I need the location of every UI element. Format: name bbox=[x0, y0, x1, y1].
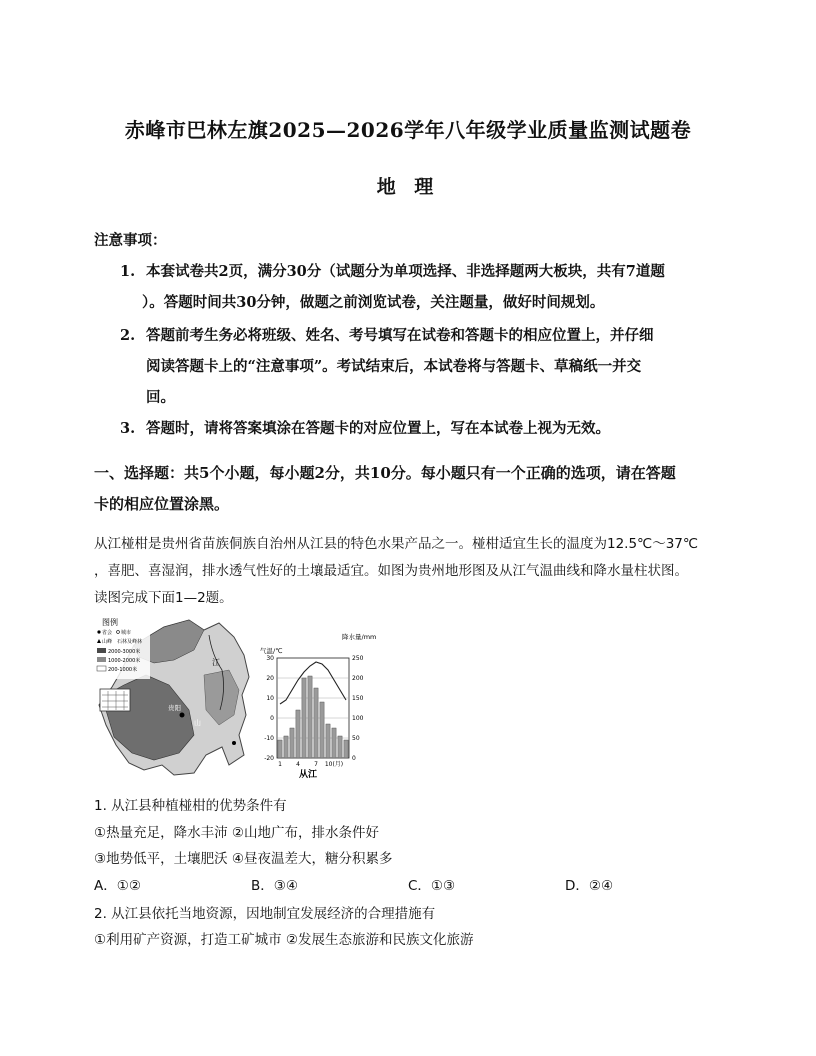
precipitation-bars bbox=[278, 676, 348, 758]
precipitation-bar bbox=[296, 710, 300, 758]
legend-swatch bbox=[97, 666, 106, 671]
precipitation-bar bbox=[278, 740, 282, 758]
map-label-guiyang: 贵阳 bbox=[168, 704, 181, 712]
notes-heading: 注意事项： bbox=[94, 232, 167, 249]
tick-label: -10 bbox=[264, 735, 274, 742]
section-heading-cont: 卡的相应位置涂黑。 bbox=[94, 495, 230, 513]
legend-swatch bbox=[97, 648, 106, 653]
tick-label: 7 bbox=[314, 761, 318, 768]
tick-label: 10(月) bbox=[324, 761, 344, 768]
subject-title: 地 理 bbox=[376, 176, 440, 198]
tick-label: 150 bbox=[352, 695, 364, 702]
tick-label: 30 bbox=[266, 655, 274, 662]
precipitation-bar bbox=[284, 736, 288, 758]
legend-item: 石林及峰林 bbox=[117, 639, 143, 645]
legend-title: 图例 bbox=[102, 618, 118, 627]
exam-title: 赤峰市巴林左旗2025—2026学年八年级学业质量监测试题卷 bbox=[124, 118, 692, 142]
note-line: 答题时，请将答案填涂在答题卡的对应位置上，写在本试卷上视为无效。 bbox=[146, 420, 610, 437]
map-grid-inset bbox=[100, 689, 130, 711]
note-number: 2. bbox=[120, 327, 136, 344]
note-number: 1. bbox=[120, 263, 136, 280]
precipitation-bar bbox=[332, 728, 336, 758]
question-1-stem: 1. 从江县种植椪柑的优势条件有 bbox=[94, 798, 287, 814]
tick-label: 50 bbox=[352, 735, 360, 742]
guizhou-map bbox=[96, 617, 249, 775]
question-1-statement: ③地势低平，土壤肥沃 ④昼夜温差大，糖分积累多 bbox=[94, 851, 393, 867]
option-a[interactable]: A．①② bbox=[94, 878, 141, 894]
question-2-statement: ①利用矿产资源，打造工矿城市 ②发展生态旅游和民族文化旅游 bbox=[94, 932, 474, 948]
precipitation-bar bbox=[290, 728, 294, 758]
tick-label: 4 bbox=[296, 761, 300, 768]
tick-label: 200 bbox=[352, 675, 364, 682]
passage-line: 从江椪柑是贵州省苗族侗族自治州从江县的特色水果产品之一。椪柑适宜生长的温度为12.5℃～37℃ bbox=[94, 536, 699, 552]
passage-line: ，喜肥、喜湿润，排水透气性好的土壤最适宜。如图为贵州地形图及从江气温曲线和降水量柱状图。 bbox=[94, 563, 688, 579]
option-d[interactable]: D．②④ bbox=[565, 878, 614, 894]
legend-item: 省会 bbox=[102, 630, 113, 636]
tick-label: 10 bbox=[266, 695, 274, 702]
legend-swatch bbox=[97, 657, 106, 662]
tick-label: 0 bbox=[352, 755, 356, 762]
map-label-river: 江 bbox=[212, 658, 220, 667]
precipitation-bar bbox=[344, 740, 348, 758]
figure-svg bbox=[94, 615, 389, 790]
left-axis-label: 气温/℃ bbox=[260, 647, 283, 655]
figure-map-and-climate-chart bbox=[94, 615, 389, 790]
precipitation-bar bbox=[308, 676, 312, 758]
tick-label: 250 bbox=[352, 655, 364, 662]
note-line: 本套试卷共2页，满分30分（试题分为单项选择、非选择题两大板块，共有7道题 bbox=[146, 263, 665, 280]
station-label: 从江 bbox=[299, 770, 318, 780]
legend-item: 2000-3000米 bbox=[108, 649, 141, 655]
option-c[interactable]: C．①③ bbox=[408, 878, 456, 894]
note-line: ）。答题时间共30分钟，做题之前浏览试卷，关注题量，做好时间规划。 bbox=[142, 294, 605, 311]
legend-item: 200-1000米 bbox=[108, 667, 138, 673]
climate-chart bbox=[260, 632, 376, 780]
note-line: 答题前考生务必将班级、姓名、考号填写在试卷和答题卡的相应位置上，并仔细 bbox=[146, 327, 654, 344]
capital-marker-icon bbox=[180, 713, 185, 718]
capital-legend-icon bbox=[97, 630, 100, 633]
map-label-mountain: 山 bbox=[194, 719, 201, 727]
precipitation-bar bbox=[338, 736, 342, 758]
note-line: 回。 bbox=[146, 389, 175, 406]
question-1-statement: ①热量充足，降水丰沛 ②山地广布，排水条件好 bbox=[94, 825, 379, 841]
city-marker-icon bbox=[232, 741, 236, 745]
precipitation-bar bbox=[326, 724, 330, 758]
tick-label: 100 bbox=[352, 715, 364, 722]
legend-item: 城市 bbox=[121, 630, 132, 636]
tick-label: 0 bbox=[270, 715, 274, 722]
option-b[interactable]: B．③④ bbox=[251, 878, 298, 894]
question-2-stem: 2. 从江县依托当地资源，因地制宜发展经济的合理措施有 bbox=[94, 906, 436, 922]
section-heading: 一、选择题：共5个小题，每小题2分，共10分。每小题只有一个正确的选项，请在答题 bbox=[94, 464, 676, 482]
note-line: 阅读答题卡上的“注意事项”。考试结束后，本试卷将与答题卡、草稿纸一并交 bbox=[146, 358, 642, 375]
right-axis-label: 降水量/mm bbox=[342, 633, 377, 641]
precipitation-bar bbox=[314, 688, 318, 758]
tick-label: -20 bbox=[264, 755, 274, 762]
legend-item: 山峰 bbox=[102, 639, 113, 645]
legend-item: 1000-2000米 bbox=[108, 658, 141, 664]
temperature-curve bbox=[280, 662, 346, 704]
precipitation-bar bbox=[302, 678, 306, 758]
tick-label: 20 bbox=[266, 675, 274, 682]
passage-line: 读图完成下面1—2题。 bbox=[94, 590, 233, 606]
tick-label: 1 bbox=[278, 761, 282, 768]
precipitation-bar bbox=[320, 702, 324, 758]
note-number: 3. bbox=[120, 420, 136, 437]
